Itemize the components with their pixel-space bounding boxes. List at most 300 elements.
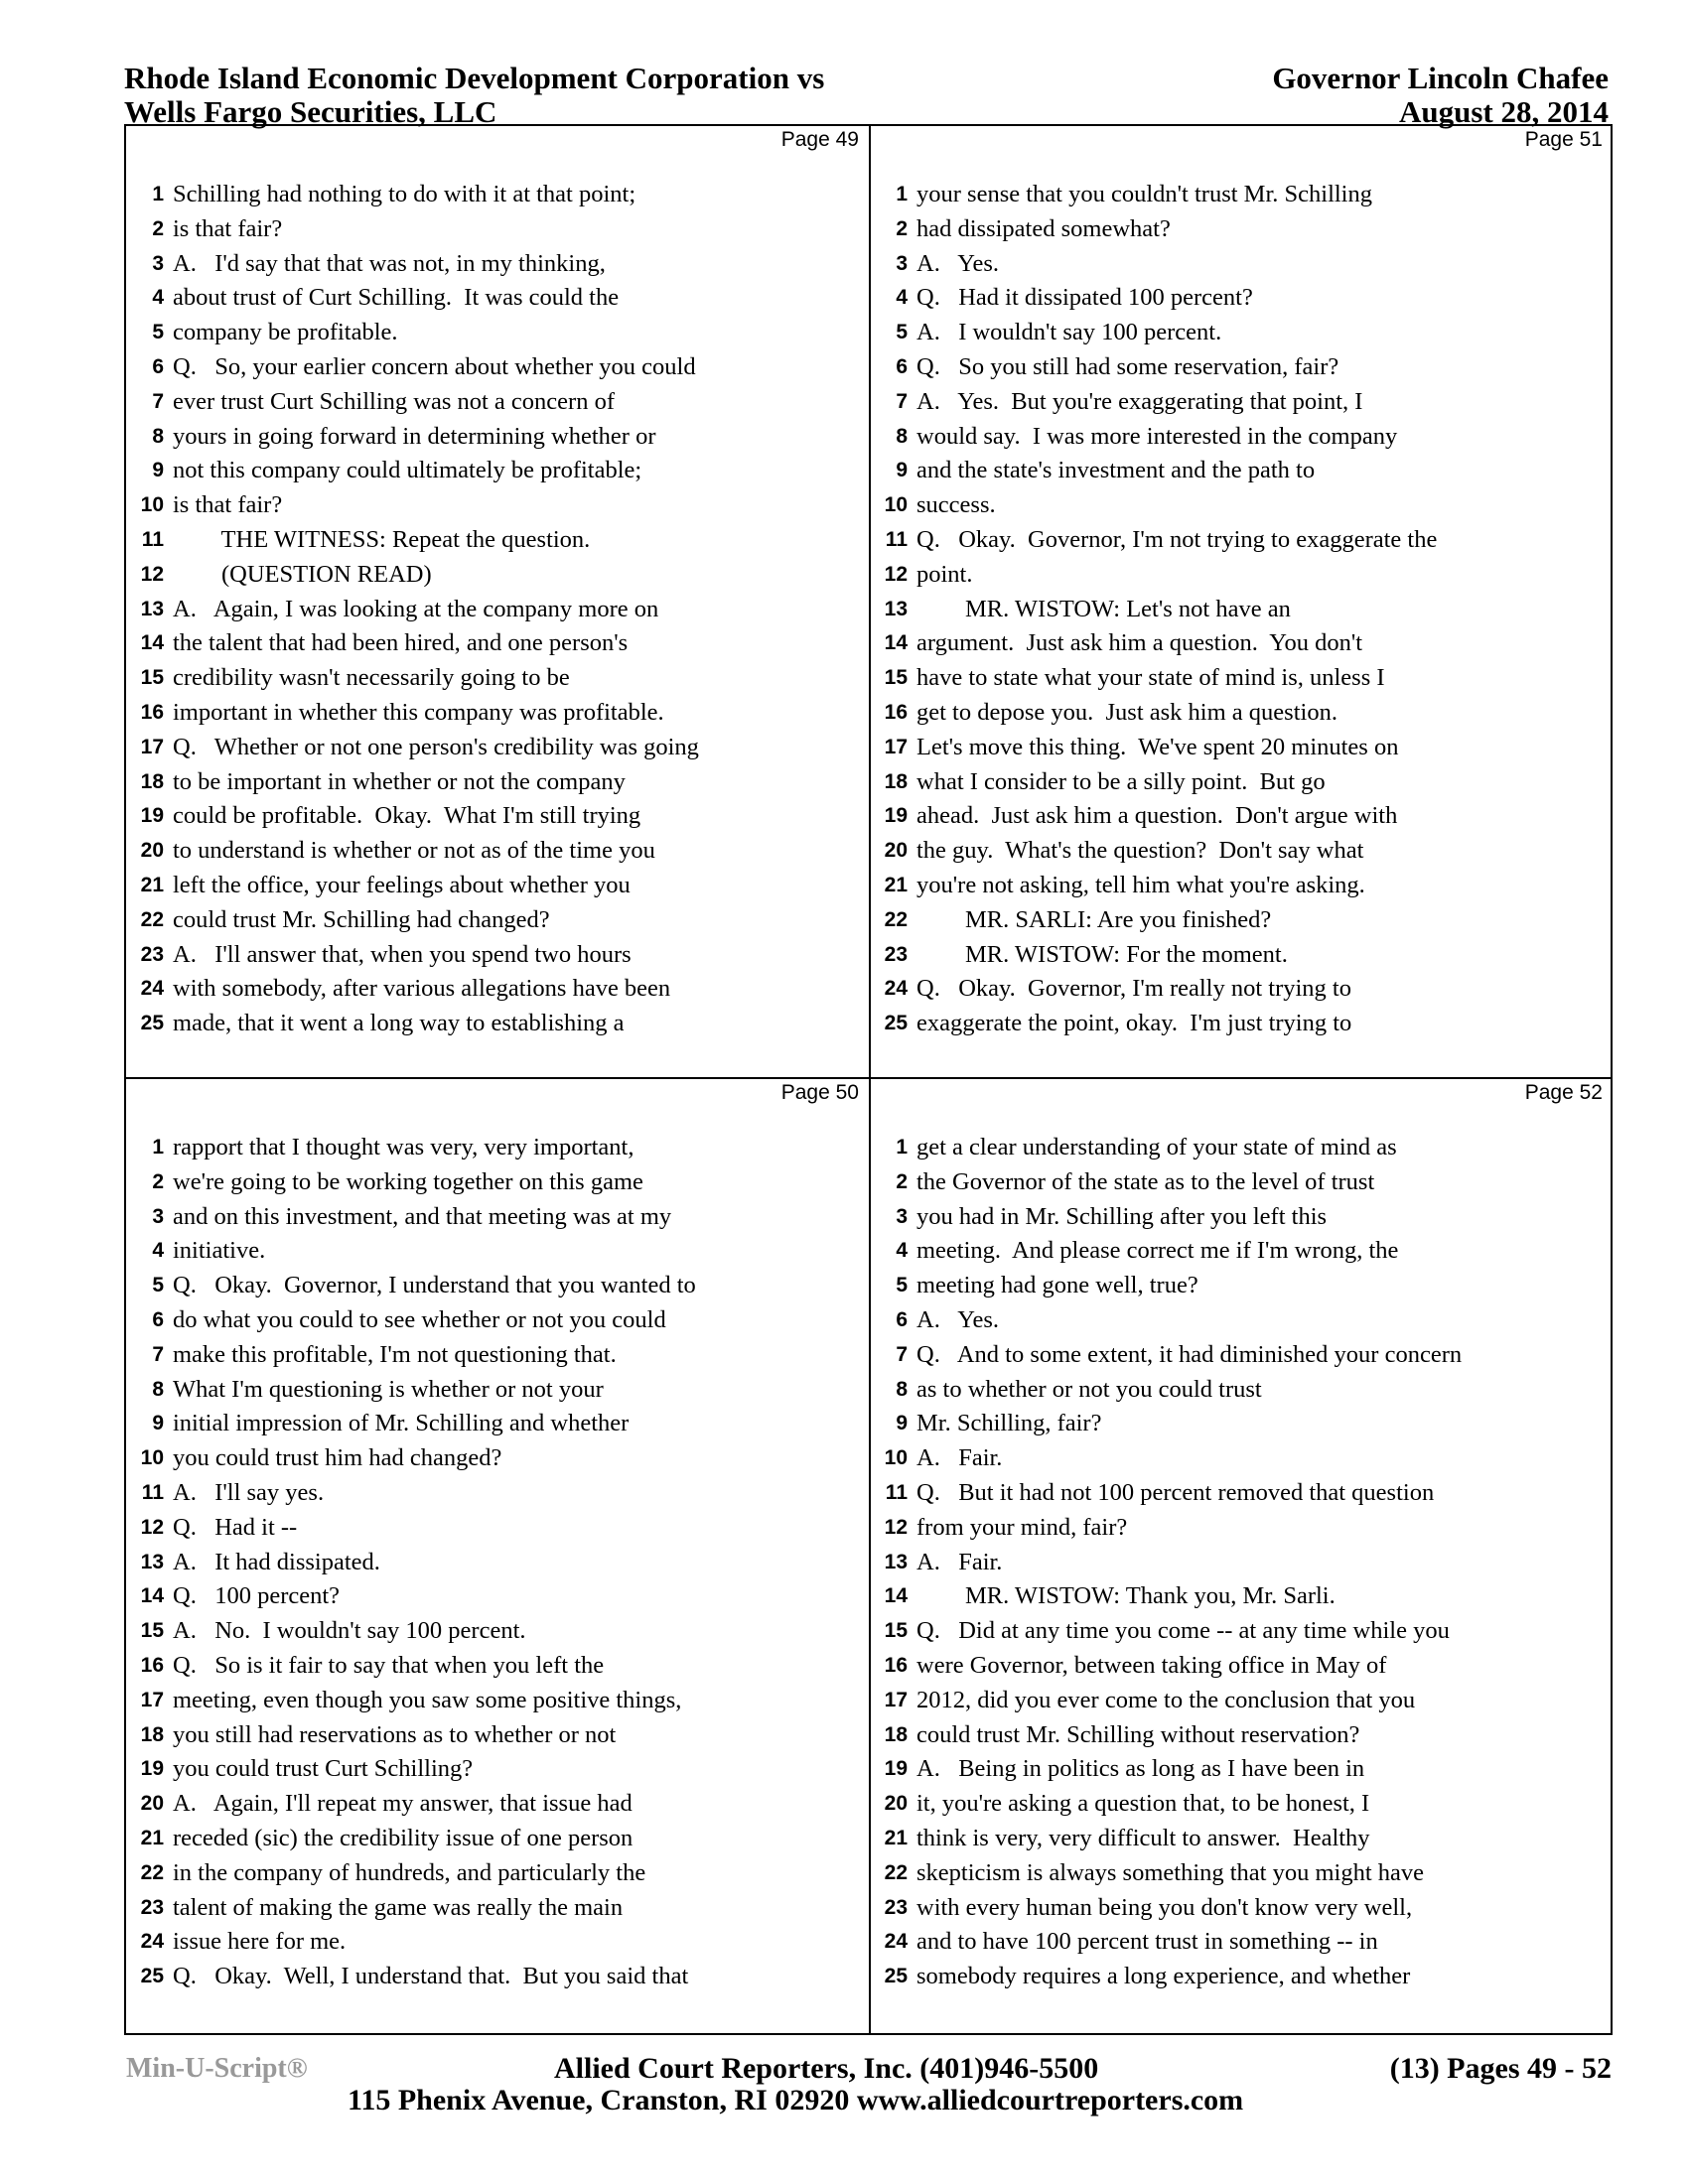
transcript-line: [126, 247, 871, 282]
line-text: Q. And to some extent, it had diminished your concern: [916, 1340, 1463, 1368]
line-number: 22: [140, 1860, 164, 1884]
line-text: the Governor of the state as to the level of trust: [916, 1167, 1375, 1195]
line-number: 13: [884, 597, 908, 620]
line-text: Let's move this thing. We've spent 20 minutes on: [916, 733, 1399, 760]
transcript-line: [126, 488, 871, 523]
line-number: 2: [896, 216, 908, 240]
line-text: What I'm questioning is whether or not your: [173, 1375, 604, 1403]
line-text: A. It had dissipated.: [173, 1548, 380, 1575]
transcript-line: [870, 1752, 1615, 1787]
line-text: A. No. I wouldn't say 100 percent.: [173, 1617, 526, 1645]
transcript-line: [870, 1649, 1615, 1684]
line-text: receded (sic) the credibility issue of one person: [173, 1824, 633, 1851]
line-text: you could trust Curt Schilling?: [173, 1755, 474, 1783]
transcript-line: [870, 1407, 1615, 1441]
transcript-line: [870, 1441, 1615, 1476]
footer-brand: Min-U-Script®: [126, 2053, 308, 2084]
line-text: the talent that had been hired, and one person's: [173, 629, 629, 657]
line-number: 12: [140, 562, 164, 586]
transcript-line: [126, 1925, 871, 1960]
transcript-line: [870, 420, 1615, 455]
page-label: Page 50: [780, 1081, 859, 1104]
transcript-page-49: [126, 126, 871, 1079]
line-text: A. Fair.: [916, 1444, 1003, 1472]
line-number: 12: [884, 1515, 908, 1539]
line-text: A. I wouldn't say 100 percent.: [916, 319, 1222, 346]
transcript-line: [126, 1546, 871, 1580]
line-number: 8: [152, 1377, 164, 1401]
line-number: 6: [152, 354, 164, 378]
line-text: issue here for me.: [173, 1928, 347, 1956]
transcript-line: [870, 1269, 1615, 1303]
footer-address: 115 Phenix Avenue, Cranston, RI 02920 www.alliedcourtreporters.com: [348, 2084, 1244, 2116]
deposition-date: August 28, 2014: [1398, 94, 1609, 129]
line-text: make this profitable, I'm not questioning that.: [173, 1340, 617, 1368]
line-text: get to depose you. Just ask him a question.: [916, 698, 1337, 726]
line-number: 21: [884, 873, 908, 896]
witness-name: Governor Lincoln Chafee: [1272, 61, 1609, 95]
line-number: 10: [140, 1446, 164, 1470]
transcript-line: [126, 1787, 871, 1822]
line-number: 16: [140, 700, 164, 724]
transcript-line: [126, 420, 871, 455]
line-text: A. Fair.: [916, 1548, 1003, 1575]
line-number: 23: [140, 1895, 164, 1919]
line-text: (QUESTION READ): [173, 560, 432, 588]
line-text: MR. WISTOW: Let's not have an: [916, 595, 1291, 622]
transcript-line: [870, 1165, 1615, 1200]
transcript-line: [126, 1718, 871, 1753]
line-number: 19: [140, 804, 164, 828]
line-number: 10: [884, 1446, 908, 1470]
line-text: Q. So you still had some reservation, fair?: [916, 352, 1339, 380]
line-text: you still had reservations as to whether or not: [173, 1720, 617, 1748]
transcript-line: [126, 1511, 871, 1546]
transcript-line: [870, 696, 1615, 731]
line-text: A. I'll answer that, when you spend two hours: [173, 940, 632, 968]
line-number: 22: [140, 907, 164, 931]
line-number: 1: [152, 183, 164, 205]
transcript-line: [870, 626, 1615, 661]
line-text: ever trust Curt Schilling was not a concern of: [173, 387, 615, 415]
transcript-line: [870, 212, 1615, 247]
line-number: 11: [141, 1480, 164, 1504]
line-number: 25: [884, 1012, 908, 1035]
line-number: 19: [884, 804, 908, 828]
transcript-line: [870, 661, 1615, 696]
line-number: 15: [884, 666, 908, 690]
transcript-line: [126, 1822, 871, 1856]
transcript-line: [126, 385, 871, 420]
case-caption-line-2: Wells Fargo Securities, LLC: [124, 94, 497, 129]
transcript-line: [870, 1234, 1615, 1269]
line-number: 4: [896, 286, 908, 310]
transcript-line: [126, 972, 871, 1007]
line-text: ahead. Just ask him a question. Don't argue with: [916, 802, 1398, 830]
line-number: 4: [152, 286, 164, 310]
transcript-line: [870, 1338, 1615, 1373]
line-number: 5: [896, 1274, 908, 1297]
transcript-line: [126, 765, 871, 800]
line-text: THE WITNESS: Repeat the question.: [173, 525, 591, 553]
line-number: 23: [884, 1895, 908, 1919]
line-text: we're going to be working together on this game: [173, 1167, 643, 1195]
line-number: 6: [152, 1307, 164, 1331]
case-caption-line-1: Rhode Island Economic Development Corporation vs: [124, 61, 825, 95]
line-text: it, you're asking a question that, to be honest, I: [916, 1790, 1370, 1818]
transcript-line: [870, 1373, 1615, 1408]
line-number: 13: [140, 597, 164, 620]
page-label: Page 52: [1524, 1081, 1603, 1104]
line-text: A. I'd say that that was not, in my thinking,: [173, 249, 606, 277]
line-number: 7: [152, 1342, 164, 1366]
line-number: 24: [884, 1930, 908, 1954]
line-text: Q. Did at any time you come -- at any time while you: [916, 1617, 1450, 1645]
page-label: Page 51: [1524, 128, 1603, 151]
transcript-line: [126, 661, 871, 696]
transcript-line: [126, 1441, 871, 1476]
transcript-page-51: [870, 126, 1615, 1079]
line-number: 24: [140, 977, 164, 1001]
transcript-lines: [126, 178, 871, 1041]
line-text: meeting, even though you saw some positive things,: [173, 1686, 682, 1713]
transcript-line: [870, 316, 1615, 350]
line-text: and on this investment, and that meeting was at my: [173, 1202, 672, 1230]
line-text: could be profitable. Okay. What I'm still trying: [173, 802, 641, 830]
line-number: 14: [140, 1584, 164, 1608]
line-text: in the company of hundreds, and particularly the: [173, 1858, 646, 1886]
line-number: 24: [140, 1930, 164, 1954]
line-text: not this company could ultimately be profitable;: [173, 457, 642, 484]
line-number: 12: [884, 562, 908, 586]
line-number: 11: [141, 527, 164, 551]
line-text: credibility wasn't necessarily going to be: [173, 664, 570, 692]
line-number: 21: [140, 1826, 164, 1849]
line-number: 18: [140, 1722, 164, 1746]
transcript-line: [126, 316, 871, 350]
line-text: would say. I was more interested in the company: [916, 422, 1398, 450]
line-text: yours in going forward in determining whether or: [173, 422, 656, 450]
line-number: 25: [140, 1965, 164, 1988]
footer-company: Allied Court Reporters, Inc. (401)946-5500: [554, 2052, 1099, 2085]
transcript-line: [126, 1614, 871, 1649]
line-text: point.: [916, 560, 973, 588]
transcript-line: [126, 1200, 871, 1235]
line-number: 9: [152, 1412, 164, 1435]
transcript-line: [870, 1822, 1615, 1856]
transcript-line: [126, 1752, 871, 1787]
line-number: 3: [896, 1204, 908, 1228]
line-number: 18: [140, 769, 164, 793]
transcript-line: [870, 938, 1615, 973]
transcript-grid: [124, 124, 1613, 2035]
transcript-line: [126, 1303, 871, 1338]
line-text: is that fair?: [173, 214, 283, 242]
transcript-line: [126, 731, 871, 765]
line-text: A. Again, I was looking at the company more on: [173, 595, 659, 622]
transcript-line: [126, 1684, 871, 1718]
transcript-line: [870, 558, 1615, 593]
transcript-line: [126, 834, 871, 869]
transcript-lines: [870, 1131, 1615, 1994]
transcript-line: [870, 385, 1615, 420]
transcript-line: [870, 178, 1615, 212]
line-number: 22: [884, 907, 908, 931]
transcript-line: [870, 454, 1615, 488]
line-text: made, that it went a long way to establishing a: [173, 1010, 625, 1037]
line-text: and the state's investment and the path to: [916, 457, 1316, 484]
line-text: initiative.: [173, 1237, 266, 1265]
transcript-line: [126, 558, 871, 593]
transcript-line: [126, 178, 871, 212]
transcript-line: [126, 1476, 871, 1511]
line-number: 7: [896, 1342, 908, 1366]
line-text: you had in Mr. Schilling after you left this: [916, 1202, 1328, 1230]
transcript-line: [870, 1614, 1615, 1649]
line-text: skepticism is always something that you might have: [916, 1858, 1425, 1886]
line-text: A. Yes.: [916, 1305, 1000, 1333]
line-number: 2: [896, 1169, 908, 1193]
line-number: 20: [884, 839, 908, 863]
line-text: rapport that I thought was very, very important,: [173, 1134, 634, 1160]
line-number: 20: [140, 1792, 164, 1816]
line-text: the guy. What's the question? Don't say what: [916, 837, 1364, 865]
line-text: Q. Okay. Well, I understand that. But you said that: [173, 1963, 689, 1990]
transcript-line: [126, 1007, 871, 1041]
transcript-line: [870, 1579, 1615, 1614]
line-number: 6: [896, 354, 908, 378]
line-number: 25: [884, 1965, 908, 1988]
transcript-line: [870, 1476, 1615, 1511]
line-text: A. I'll say yes.: [173, 1478, 325, 1506]
transcript-line: [126, 1373, 871, 1408]
line-number: 2: [152, 216, 164, 240]
line-number: 5: [152, 1274, 164, 1297]
transcript-line: [870, 593, 1615, 627]
transcript-line: [870, 869, 1615, 903]
line-text: your sense that you couldn't trust Mr. Schilling: [916, 181, 1372, 207]
transcript-line: [870, 972, 1615, 1007]
line-text: A. Again, I'll repeat my answer, that issue had: [173, 1790, 633, 1818]
transcript-line: [870, 488, 1615, 523]
line-text: from your mind, fair?: [916, 1513, 1128, 1541]
transcript-line: [126, 1856, 871, 1891]
transcript-line: [126, 696, 871, 731]
transcript-line: [870, 1511, 1615, 1546]
transcript-line: [870, 1925, 1615, 1960]
line-number: 3: [896, 251, 908, 275]
line-text: and to have 100 percent trust in something -- in: [916, 1928, 1378, 1956]
line-text: A. Being in politics as long as I have been in: [916, 1755, 1365, 1783]
line-number: 14: [884, 1584, 908, 1608]
transcript-line: [870, 523, 1615, 558]
line-number: 16: [884, 700, 908, 724]
transcript-line: [126, 1338, 871, 1373]
transcript-line: [126, 903, 871, 938]
line-text: left the office, your feelings about whether you: [173, 871, 631, 898]
line-text: success.: [916, 491, 996, 519]
line-number: 1: [896, 1136, 908, 1159]
transcript-line: [870, 799, 1615, 834]
line-text: initial impression of Mr. Schilling and whether: [173, 1410, 630, 1437]
line-text: Q. Whether or not one person's credibility was going: [173, 733, 699, 760]
line-text: Q. Had it --: [173, 1513, 298, 1541]
line-number: 19: [140, 1757, 164, 1781]
line-text: meeting. And please correct me if I'm wrong, the: [916, 1237, 1399, 1265]
footer-page-range: (13) Pages 49 - 52: [1389, 2052, 1612, 2085]
transcript-line: [126, 1649, 871, 1684]
line-number: 15: [140, 666, 164, 690]
line-number: 12: [140, 1515, 164, 1539]
transcript-line: [870, 903, 1615, 938]
transcript-line: [870, 1303, 1615, 1338]
line-number: 24: [884, 977, 908, 1001]
line-number: 22: [884, 1860, 908, 1884]
transcript-line: [870, 1546, 1615, 1580]
line-text: Q. Okay. Governor, I'm really not trying to: [916, 975, 1351, 1003]
transcript-line: [870, 247, 1615, 282]
line-number: 8: [152, 424, 164, 448]
transcript-line: [126, 1131, 871, 1165]
line-text: 2012, did you ever come to the conclusion that you: [916, 1686, 1416, 1713]
line-number: 4: [152, 1239, 164, 1263]
transcript-lines: [126, 1131, 871, 1994]
line-text: Q. Okay. Governor, I understand that you wanted to: [173, 1272, 696, 1299]
transcript-line: [126, 1407, 871, 1441]
line-number: 3: [152, 1204, 164, 1228]
line-number: 17: [140, 1688, 164, 1711]
line-number: 9: [896, 1412, 908, 1435]
line-number: 19: [884, 1757, 908, 1781]
line-text: Q. So is it fair to say that when you left the: [173, 1651, 605, 1679]
transcript-line: [870, 1891, 1615, 1926]
transcript-line: [126, 799, 871, 834]
line-text: to be important in whether or not the company: [173, 767, 626, 795]
line-number: 23: [140, 942, 164, 966]
transcript-line: [870, 1200, 1615, 1235]
transcript-line: [870, 1787, 1615, 1822]
line-number: 17: [884, 1688, 908, 1711]
transcript-line: [126, 1579, 871, 1614]
line-text: exaggerate the point, okay. I'm just trying to: [916, 1010, 1352, 1037]
line-number: 18: [884, 1722, 908, 1746]
line-number: 3: [152, 251, 164, 275]
line-number: 20: [140, 839, 164, 863]
line-text: what I consider to be a silly point. But go: [916, 767, 1326, 795]
line-number: 20: [884, 1792, 908, 1816]
transcript-line: [870, 834, 1615, 869]
page-label: Page 49: [780, 128, 859, 151]
line-number: 5: [896, 321, 908, 344]
transcript-line: [126, 1960, 871, 1994]
transcript-line: [126, 212, 871, 247]
line-number: 21: [884, 1826, 908, 1849]
transcript-line: [126, 938, 871, 973]
transcript-line: [870, 731, 1615, 765]
line-number: 5: [152, 321, 164, 344]
transcript-line: [870, 765, 1615, 800]
transcript-line: [870, 1856, 1615, 1891]
case-caption: [124, 62, 824, 129]
line-number: 14: [884, 631, 908, 655]
line-number: 2: [152, 1169, 164, 1193]
line-number: 11: [885, 527, 908, 551]
line-number: 9: [896, 459, 908, 482]
line-text: is that fair?: [173, 491, 283, 519]
line-text: Q. So, your earlier concern about whether you could: [173, 352, 696, 380]
transcript-lines: [870, 178, 1615, 1041]
transcript-line: [126, 1891, 871, 1926]
line-number: 13: [140, 1550, 164, 1573]
transcript-line: [870, 350, 1615, 385]
line-text: you could trust him had changed?: [173, 1444, 502, 1472]
line-text: had dissipated somewhat?: [916, 214, 1171, 242]
line-text: you're not asking, tell him what you're asking.: [916, 871, 1365, 898]
transcript-line: [870, 281, 1615, 316]
line-number: 10: [884, 493, 908, 517]
line-number: 18: [884, 769, 908, 793]
transcript-line: [126, 869, 871, 903]
line-number: 17: [140, 735, 164, 758]
line-text: do what you could to see whether or not you could: [173, 1305, 666, 1333]
line-number: 21: [140, 873, 164, 896]
line-text: MR. WISTOW: Thank you, Mr. Sarli.: [916, 1582, 1336, 1610]
line-text: Schilling had nothing to do with it at that point;: [173, 181, 636, 207]
line-number: 15: [884, 1619, 908, 1643]
line-text: Mr. Schilling, fair?: [916, 1410, 1102, 1437]
line-number: 1: [896, 183, 908, 205]
line-number: 16: [884, 1653, 908, 1677]
line-text: Q. Had it dissipated 100 percent?: [916, 284, 1253, 312]
line-text: Q. 100 percent?: [173, 1582, 341, 1610]
transcript-line: [870, 1684, 1615, 1718]
line-text: important in whether this company was profitable.: [173, 698, 664, 726]
line-text: think is very, very difficult to answer. Healthy: [916, 1824, 1370, 1851]
line-number: 8: [896, 424, 908, 448]
line-text: get a clear understanding of your state of mind as: [916, 1134, 1397, 1160]
transcript-line: [126, 626, 871, 661]
line-text: about trust of Curt Schilling. It was could the: [173, 284, 620, 312]
line-text: argument. Just ask him a question. You don't: [916, 629, 1363, 657]
line-number: 15: [140, 1619, 164, 1643]
deposition-info: [1272, 62, 1609, 129]
line-text: meeting had gone well, true?: [916, 1272, 1198, 1299]
transcript-line: [126, 523, 871, 558]
line-text: MR. WISTOW: For the moment.: [916, 940, 1288, 968]
transcript-line: [126, 1269, 871, 1303]
line-text: to understand is whether or not as of the time you: [173, 837, 655, 865]
transcript-line: [126, 1234, 871, 1269]
line-number: 7: [152, 389, 164, 413]
line-text: MR. SARLI: Are you finished?: [916, 905, 1272, 933]
line-text: company be profitable.: [173, 319, 398, 346]
line-text: with every human being you don't know very well,: [916, 1893, 1413, 1921]
line-number: 25: [140, 1012, 164, 1035]
line-text: could trust Mr. Schilling had changed?: [173, 905, 550, 933]
line-text: Q. Okay. Governor, I'm not trying to exaggerate the: [916, 525, 1438, 553]
line-text: Q. But it had not 100 percent removed that question: [916, 1478, 1435, 1506]
transcript-line: [870, 1131, 1615, 1165]
line-text: have to state what your state of mind is, unless I: [916, 664, 1385, 692]
line-number: 9: [152, 459, 164, 482]
line-text: could trust Mr. Schilling without reservation?: [916, 1720, 1360, 1748]
line-number: 14: [140, 631, 164, 655]
line-number: 13: [884, 1550, 908, 1573]
line-text: somebody requires a long experience, and whether: [916, 1963, 1411, 1990]
line-number: 6: [896, 1307, 908, 1331]
line-text: were Governor, between taking office in May of: [916, 1651, 1387, 1679]
transcript-page-52: [870, 1079, 1615, 2032]
